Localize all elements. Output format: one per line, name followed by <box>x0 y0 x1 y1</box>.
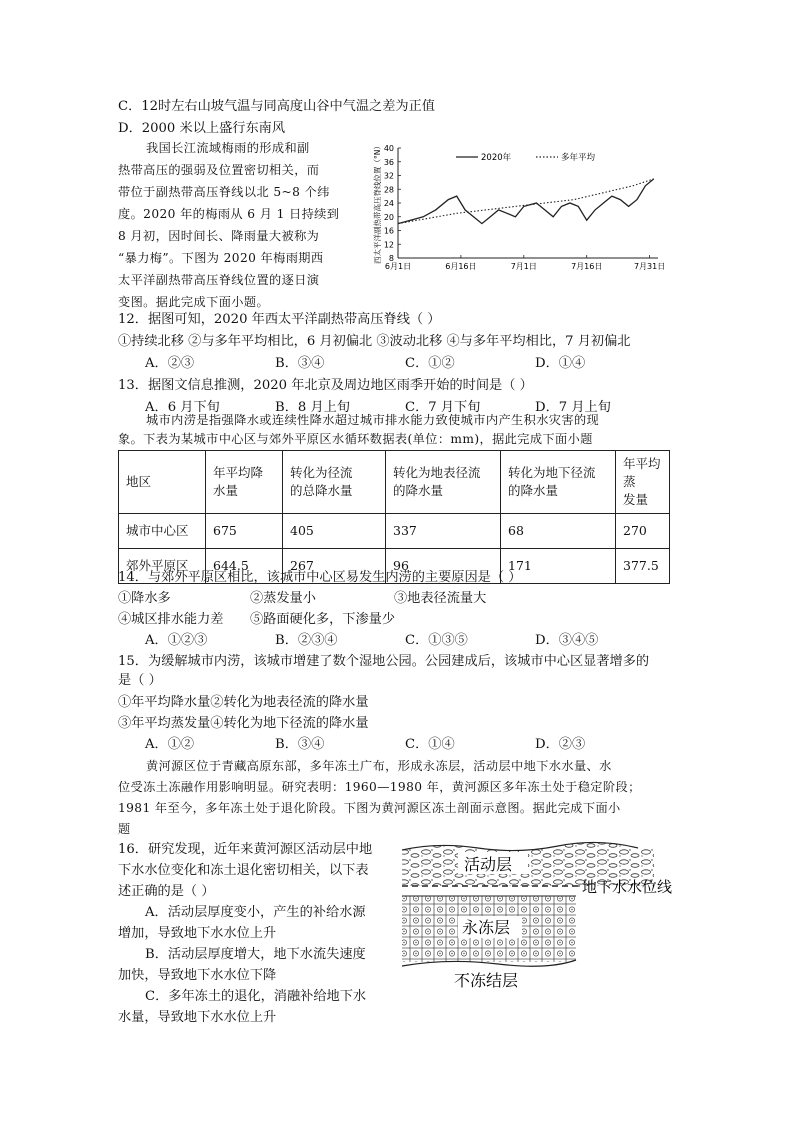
water-table-label: 地下水水位线 <box>582 878 673 896</box>
passage2-line: 城市内涝是指强降水或连续性降水超过城市排水能力致使城市内产生积水灾害的现 <box>146 413 600 427</box>
table-cell: 城市中心区 <box>119 514 206 549</box>
q16-option-c-cont: 水量，导致地下水水位上升 <box>118 1010 277 1025</box>
passage3-line: 黄河源区位于青藏高原东部，多年冻土广布，形成永冻层，活动层中地下水水量、水 <box>146 759 612 773</box>
y-tick-label: 36 <box>383 157 394 167</box>
q14-items-row2 <box>118 611 395 629</box>
passage3-line: 题 <box>118 822 131 836</box>
passage3-line: 位受冻土冻融作用影响明显。研究表明：1960—1980 年，黄河源区多年冻土处于稳定阶段； <box>118 780 641 794</box>
nonfrozen-label: 不冻结层 <box>454 971 519 990</box>
passage1-line: 带位于副热带高压脊线以北 5~8 个纬 <box>118 185 330 199</box>
table-cell: 171 <box>501 549 616 584</box>
q13-option-a[interactable]: A．6 月下旬 <box>145 400 220 415</box>
chart-svg <box>356 138 666 283</box>
q11-option-d: D．2000 米以上盛行东南风 <box>118 121 286 136</box>
q15-option-b[interactable]: B．③④ <box>275 737 325 752</box>
q15-items: ①年平均降水量②转化为地表径流的降水量 <box>118 695 369 710</box>
table-row <box>119 514 670 549</box>
passage1-line: 热带高压的强弱及位置密切相关，而 <box>118 163 320 177</box>
table-cell: 96 <box>386 549 501 584</box>
q12-option-d[interactable]: D．①④ <box>535 356 586 371</box>
y-tick-label: 20 <box>383 212 394 222</box>
q14-item: ①降水多 <box>118 591 171 606</box>
y-tick-label: 16 <box>383 226 394 236</box>
table-header: 转化为径流 的总降水量 <box>283 451 386 514</box>
legend-label: 多年平均 <box>561 153 596 163</box>
table-header-row <box>119 451 670 514</box>
passage1-line: 我国长江流域梅雨的形成和副 <box>146 141 310 155</box>
table-cell: 675 <box>206 514 283 549</box>
x-tick-label: 7月31日 <box>633 262 666 271</box>
diagram-svg <box>398 838 698 998</box>
q16-stem: 述正确的是（ ） <box>118 884 215 899</box>
permafrost-profile-diagram <box>398 838 698 1002</box>
q16-option-c[interactable]: C．多年冻土的退化，消融补给地下水 <box>145 989 367 1004</box>
table-cell: 270 <box>616 514 670 549</box>
q12-option-c[interactable]: C．①② <box>405 356 455 371</box>
table-cell: 68 <box>501 514 616 549</box>
q15-stem: 15．为缓解城市内涝，该城市增建了数个湿地公园。公园建成后，该城市中心区显著增多的 <box>118 654 650 669</box>
water-cycle-table <box>118 450 670 584</box>
q14-item: ②蒸发量小 <box>250 591 316 606</box>
y-tick-label: 12 <box>383 240 394 250</box>
table-cell: 644.5 <box>206 549 283 584</box>
q13-option-c[interactable]: C．7 月下旬 <box>405 400 481 415</box>
passage1-line: 太平洋副热带高压脊线位置的逐日演 <box>118 273 320 287</box>
table-header: 转化为地下径流 的降水量 <box>501 451 616 514</box>
y-tick-label: 32 <box>383 171 394 181</box>
x-tick-label: 7月1日 <box>510 262 537 271</box>
q15-option-d[interactable]: D．②③ <box>535 737 586 752</box>
passage1-line: 度。2020 年的梅雨从 6 月 1 日持续到 <box>118 207 340 221</box>
table-header: 年平均蒸 发量 <box>616 451 670 514</box>
q15-option-a[interactable]: A．①② <box>145 737 195 752</box>
permafrost-label: 永冻层 <box>462 918 511 937</box>
q14-option-a[interactable]: A．①②③ <box>145 633 208 648</box>
x-tick-label: 7月16日 <box>571 262 603 271</box>
table-cell: 267 <box>283 549 386 584</box>
q14-item: ③地表径流量大 <box>394 591 487 606</box>
q12-stem: 12．据图可知，2020 年西太平洋副热带高压脊线（ ） <box>118 312 441 327</box>
table-cell: 337 <box>386 514 501 549</box>
q14-option-d[interactable]: D．③④⑤ <box>535 633 599 648</box>
q16-option-a-cont: 增加，导致地下水水位上升 <box>118 926 277 941</box>
table-header: 转化为地表径流 的降水量 <box>386 451 501 514</box>
q14-option-b[interactable]: B．②③④ <box>275 633 338 648</box>
y-tick-label: 24 <box>383 199 394 208</box>
passage2-line: 象。下表为某城市中心区与郊外平原区水循环数据表(单位：mm)，据此完成下面小题 <box>118 432 593 446</box>
passage3-line: 1981 年至今，多年冻土处于退化阶段。下图为黄河源区冻土剖面示意图。据此完成下面小 <box>118 801 621 815</box>
table-header: 地区 <box>119 451 206 514</box>
passage1-line: “暴力梅”。下图为 2020 年梅雨期西 <box>118 251 324 265</box>
q15-items: ③年平均蒸发量④转化为地下径流的降水量 <box>118 716 369 731</box>
q13-stem: 13．据图文信息推测，2020 年北京及周边地区雨季开始的时间是（ ） <box>118 378 533 393</box>
q16-option-a[interactable]: A．活动层厚度变小，产生的补给水源 <box>145 905 366 920</box>
table-header: 年平均降 水量 <box>206 451 283 514</box>
y-axis-label: 西太平洋副热带高压脊线位置（°N） <box>373 142 382 264</box>
q14-item: ④城区排水能力差 <box>118 612 224 627</box>
y-tick-label: 40 <box>383 144 394 153</box>
table-cell: 郊外平原区 <box>119 549 206 584</box>
q14-options <box>145 632 665 650</box>
x-tick-label: 6月16日 <box>445 262 477 271</box>
q14-item: ⑤路面硬化多，下渗量少 <box>250 612 396 627</box>
x-tick-label: 6月1日 <box>384 262 412 271</box>
active-layer-label: 活动层 <box>464 855 513 874</box>
y-tick-label: 28 <box>383 185 394 195</box>
q12-option-b[interactable]: B．③④ <box>275 356 325 371</box>
q16-option-b-cont: 加快，导致地下水水位下降 <box>118 968 277 983</box>
y-tick-label: 8 <box>388 254 394 263</box>
passage1-line: 变图。据此完成下面小题。 <box>118 295 270 309</box>
q14-stem: 14．与郊外平原区相比，该城市中心区易发生内涝的主要原因是（ ） <box>118 570 522 585</box>
q13-option-d[interactable]: D．7 月上旬 <box>535 400 611 415</box>
q13-option-b[interactable]: B．8 月上旬 <box>275 400 351 415</box>
q11-option-c: C．12时左右山坡气温与同高度山谷中气温之差为正值 <box>118 99 435 114</box>
q15-options <box>145 736 665 754</box>
q15-stem-cont: 是（ ） <box>118 673 162 688</box>
q12-option-a[interactable]: A．②③ <box>145 356 195 371</box>
q16-stem: 下水水位变化和冻土退化密切相关，以下表 <box>118 863 369 878</box>
ridge-line-chart <box>356 138 666 287</box>
q15-option-c[interactable]: C．①④ <box>405 737 455 752</box>
q12-options <box>145 355 665 373</box>
q12-items: ①持续北移 ②与多年平均相比，6 月初偏北 ③波动北移 ④与多年平均相比，7 月初偏北 <box>118 334 631 349</box>
q14-items-row1 <box>118 590 486 608</box>
series-line-average <box>398 179 654 224</box>
q16-option-b[interactable]: B．活动层厚度增大，地下水流失速度 <box>145 947 366 962</box>
q14-option-c[interactable]: C．①③⑤ <box>405 633 468 648</box>
legend-label: 2020年 <box>481 153 512 163</box>
table-cell: 377.5 <box>616 549 670 584</box>
table-cell: 405 <box>283 514 386 549</box>
passage1-line: 8 月初，因时间长、降雨量大被称为 <box>118 229 320 243</box>
q16-stem: 16．研究发现，近年来黄河源区活动层中地 <box>118 842 373 857</box>
